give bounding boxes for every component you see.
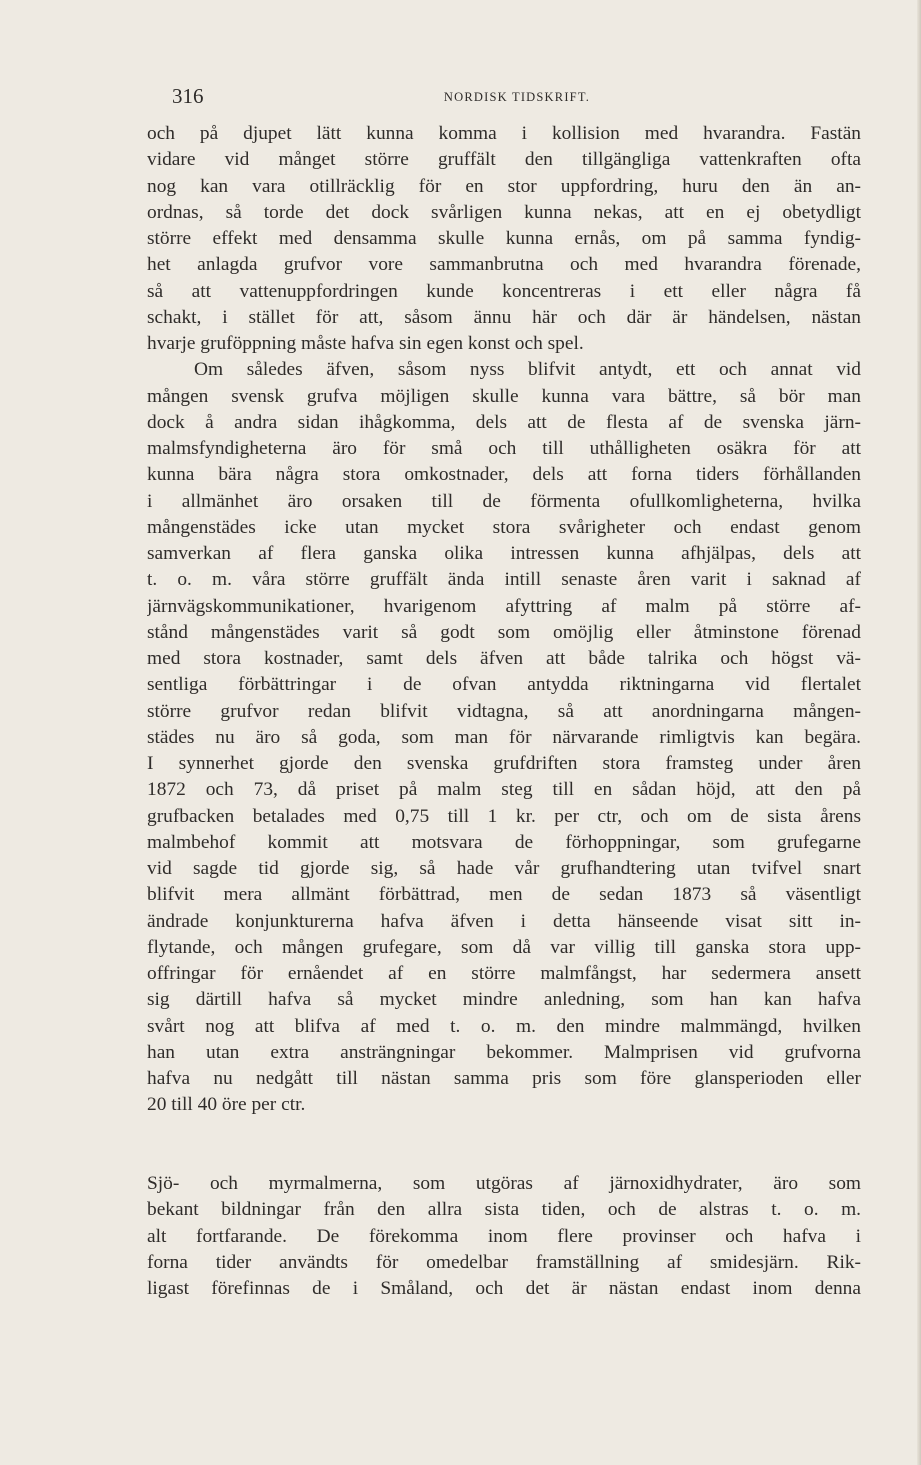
paragraph-2 <box>147 357 861 1118</box>
text-line: han utan extra ansträngningar bekommer. Malmprisen vid grufvorna <box>147 1041 861 1063</box>
text-line: järnvägskommunikationer, hvarigenom afyttring af malm på större af- <box>147 595 861 617</box>
text-line: städes nu äro så goda, som man för närvarande rimligtvis kan begära. <box>147 726 861 748</box>
text-line: med stora kostnader, samt dels äfven att både talrika och högst vä- <box>147 648 861 669</box>
text-line: nog kan vara otillräcklig för en stor uppfordring, huru den än an- <box>147 175 861 197</box>
text-line: och på djupet lätt kunna komma i kollision med hvarandra. Fastän <box>147 123 861 144</box>
text-line: mångenstädes icke utan mycket stora svårigheter och endast genom <box>147 516 861 538</box>
text-line: bekant bildningar från den allra sista tiden, och de alstras t. o. m. <box>147 1199 861 1221</box>
text-line: t. o. m. våra större gruffält ända intill senaste åren varit i saknad af <box>147 569 861 591</box>
text-line: vid sagde tid gjorde sig, så hade vår grufhandtering utan tvifvel snart <box>147 858 861 879</box>
text-line: så att vattenuppfordringen kunde koncentreras i ett eller några få <box>147 280 861 302</box>
text-line: schakt, i stället för att, såsom ännu här och där är händelsen, nästan <box>147 306 861 328</box>
body-text-continued <box>147 1171 861 1302</box>
running-head: NORDISK TIDSKRIFT. <box>443 90 591 104</box>
text-line: större effekt med densamma skulle kunna ernås, om på samma fyndig- <box>147 228 861 249</box>
text-line: ordnas, så torde det dock svårligen kunna nekas, att en ej obetydligt <box>147 201 861 223</box>
text-line: alt fortfarande. De förekomma inom flere provinser och hafva i <box>147 1225 861 1247</box>
text-line: ändrade konjunkturerna hafva äfven i detta hänseende visat sitt in- <box>147 910 861 932</box>
text-line: sentliga förbättringar i de ofvan antydda riktningarna vid flertalet <box>147 674 861 696</box>
text-line: ligast förefinnas de i Småland, och det är nästan endast inom denna <box>147 1278 861 1299</box>
text-line: 20 till 40 öre per ctr. <box>147 1094 306 1116</box>
paragraph-3 <box>147 1171 861 1302</box>
text-line: stånd mångenstädes varit så godt som omöjlig eller åtminstone förenad <box>147 621 861 643</box>
text-line: sig därtill hafva så mycket mindre anledning, som han kan hafva <box>147 989 861 1011</box>
text-line: dock å andra sidan ihågkomma, dels att de flesta af de svenska järn- <box>147 411 861 433</box>
text-line: malmbehof kommit att motsvara de förhoppningar, som grufegarne <box>147 831 861 853</box>
text-line: malmsfyndigheterna äro för små och till uthålligheten osäkra för att <box>147 438 861 459</box>
text-line: mången svensk grufva möjligen skulle kunna vara bättre, så bör man <box>147 385 861 407</box>
text-line: blifvit mera allmänt förbättrad, men de sedan 1873 så väsentligt <box>147 884 861 906</box>
page-header <box>172 84 862 114</box>
text-line: i allmänhet äro orsaken till de förmenta ofullkomligheterna, hvilka <box>147 490 861 512</box>
paragraph-1 <box>147 121 861 357</box>
text-line: hvarje gruföppning måste hafva sin egen konst och spel. <box>147 333 584 354</box>
text-line: I synnerhet gjorde den svenska grufdriften stora framsteg under åren <box>147 753 861 774</box>
text-line: Om således äfven, såsom nyss blifvit antydt, ett och annat vid <box>194 359 861 381</box>
text-line: hafva nu nedgått till nästan samma pris som före glansperioden eller <box>147 1068 861 1089</box>
text-line: flytande, och mången grufegare, som då var villig till ganska stora upp- <box>147 936 861 958</box>
text-line: större grufvor redan blifvit vidtagna, så att anordningarna mången- <box>147 700 861 722</box>
text-line: vidare vid månget större gruffält den tillgängliga vattenkraften ofta <box>147 149 861 171</box>
text-line: samverkan af flera ganska olika intressen kunna afhjälpas, dels att <box>147 543 861 564</box>
text-line: svårt nog att blifva af med t. o. m. den mindre malmmängd, hvilken <box>147 1015 861 1037</box>
text-line: 1872 och 73, då priset på malm steg till en sådan höjd, att den på <box>147 779 861 801</box>
text-line: het anlagda grufvor vore sammanbrutna och med hvarandra förenade, <box>147 254 861 276</box>
text-line: Sjö- och myrmalmerna, som utgöras af järnoxidhydrater, äro som <box>147 1173 861 1194</box>
body-text <box>147 121 861 1119</box>
text-line: offringar för ernåendet af en större malmfångst, har sedermera ansett <box>147 963 861 984</box>
text-line: kunna bära några stora omkostnader, dels att forna tiders förhållanden <box>147 464 861 486</box>
text-line: grufbacken betalades med 0,75 till 1 kr. per ctr, och om de sista årens <box>147 805 861 827</box>
text-line: forna tider användts för omedelbar framställning af smidesjärn. Rik- <box>147 1251 861 1273</box>
page-number: 316 <box>172 84 204 108</box>
